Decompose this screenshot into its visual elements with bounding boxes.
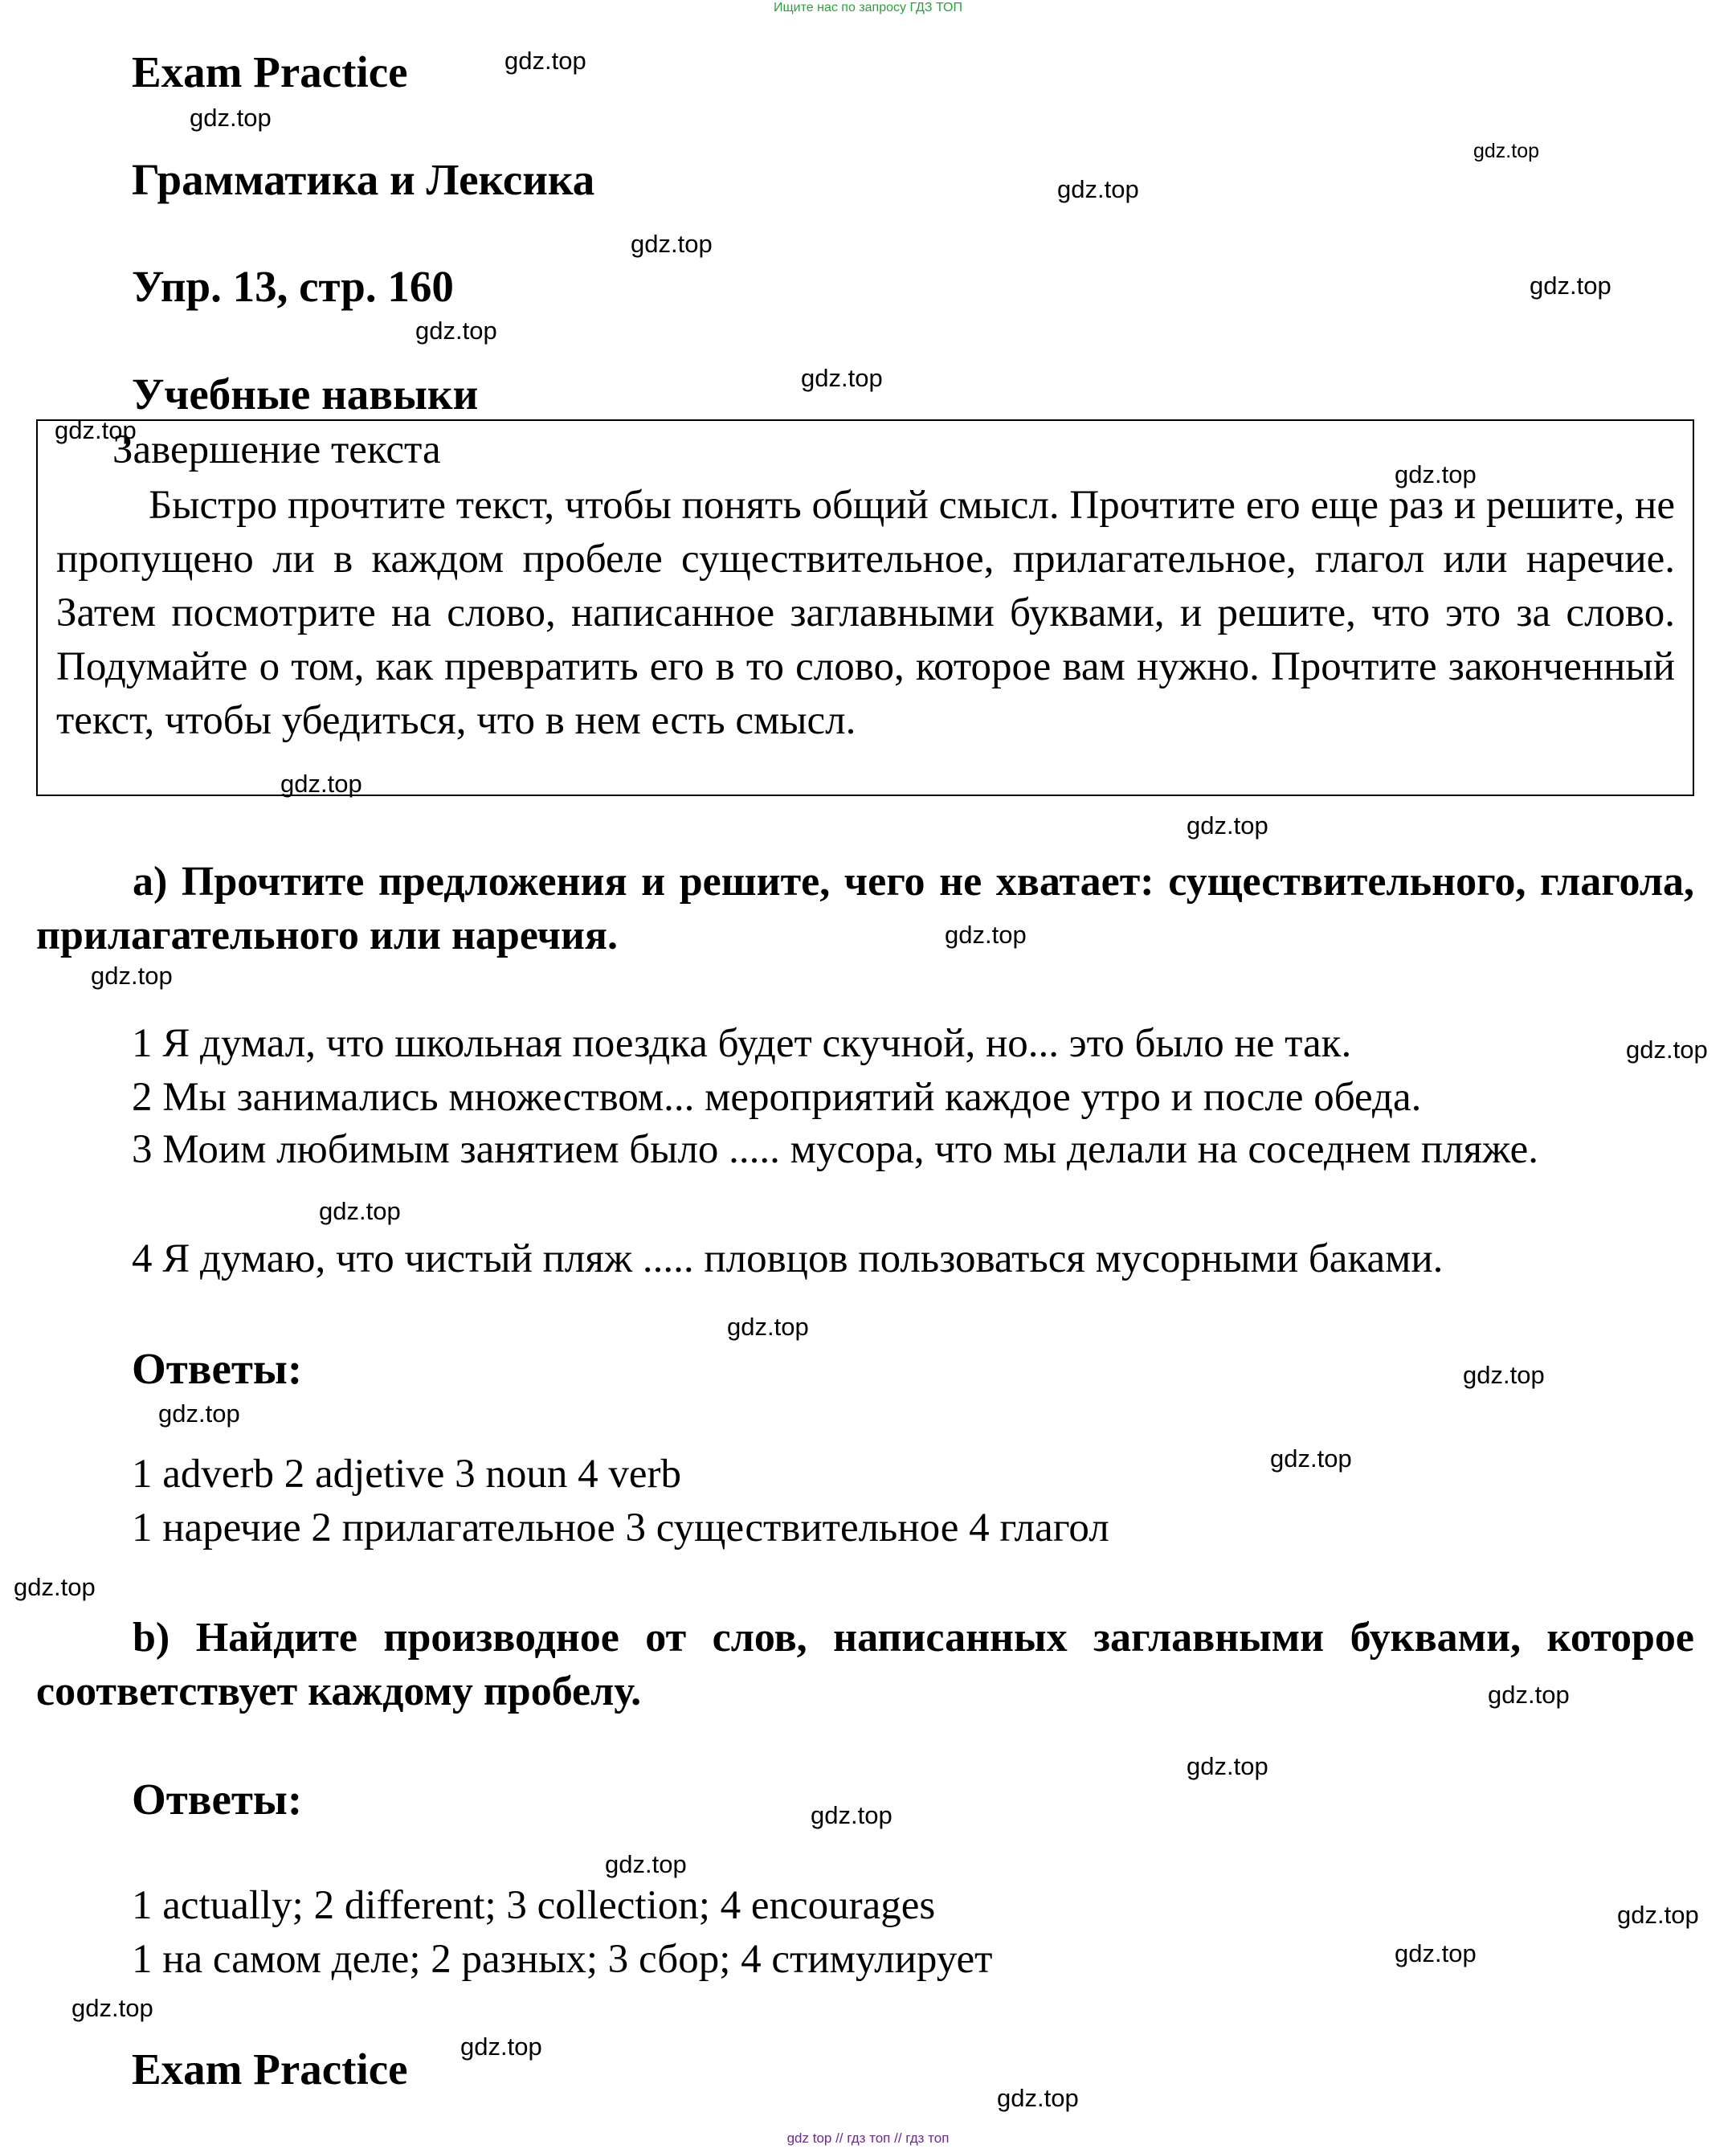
watermark: gdz.top <box>1463 1361 1545 1389</box>
watermark: gdz.top <box>605 1850 687 1878</box>
answers-heading-a: Ответы: <box>132 1344 303 1393</box>
task-a-sentence: 3 Моим любимым занятием было ..... мусора, что мы делали на соседнем пляже. <box>132 1127 1539 1172</box>
task-a-sentence: 2 Мы занимались множеством... мероприятий каждое утро и после обеда. <box>132 1075 1422 1120</box>
watermark: gdz.top <box>91 962 173 990</box>
watermark: gdz.top <box>190 104 272 132</box>
watermark: gdz.top <box>1057 175 1139 203</box>
skills-heading: Учебные навыки <box>132 370 479 419</box>
task-a-sentence: 4 Я думаю, что чистый пляж ..... пловцов пользоваться мусорными баками. <box>132 1236 1444 1281</box>
bottom-banner: gdz top // гдз топ // гдз топ <box>786 2131 950 2146</box>
watermark: gdz.top <box>1626 1036 1708 1064</box>
watermark: gdz.top <box>801 364 883 392</box>
watermark: gdz.top <box>727 1313 809 1341</box>
page-title: Exam Practice <box>132 47 408 96</box>
watermark: gdz.top <box>1488 1681 1570 1709</box>
watermark: gdz.top <box>1530 272 1611 300</box>
answers-a-en: 1 adverb 2 adjetive 3 noun 4 verb <box>132 1452 682 1497</box>
skills-box-title: Завершение текста <box>112 427 441 472</box>
task-a-instruction: a) Прочтите предложения и решите, чего не хватает: существительного, глагола, прилагательного или наречия. <box>36 859 1694 958</box>
watermark: gdz.top <box>1473 140 1540 162</box>
answers-a-ru: 1 наречие 2 прилагательное 3 существительное 4 глагол <box>132 1505 1109 1550</box>
watermark: gdz.top <box>997 2084 1079 2112</box>
watermark: gdz.top <box>158 1399 240 1428</box>
footer-title: Exam Practice <box>132 2045 408 2094</box>
watermark: gdz.top <box>631 230 713 258</box>
watermark: gdz.top <box>1187 1752 1268 1780</box>
watermark: gdz.top <box>504 47 586 75</box>
watermark: gdz.top <box>1187 811 1268 840</box>
answers-heading-b: Ответы: <box>132 1775 303 1824</box>
skills-box-body: Быстро прочтите текст, чтобы понять общий смысл. Прочтите его еще раз и решите, не пропущено ли в каждом пробеле существительное, прилагательное, глагол или наречие. Затем посмотрите на слово, написанное заглавными буквами, и решите, что это за слово. Подумайте о том, как превратить его в то слово, которое вам нужно. Прочтите законченный текст, чтобы убедиться, что в нем есть смысл. <box>56 483 1675 743</box>
watermark: gdz.top <box>1395 460 1477 488</box>
watermark: gdz.top <box>14 1573 96 1601</box>
answers-b-en: 1 actually; 2 different; 3 collection; 4 encourages <box>132 1883 936 1928</box>
watermark: gdz.top <box>71 1994 153 2022</box>
watermark: gdz.top <box>811 1801 893 1829</box>
watermark: gdz.top <box>1270 1444 1352 1473</box>
top-banner: Ищите нас по запросу ГДЗ ТОП <box>774 1 962 14</box>
watermark: gdz.top <box>319 1197 401 1225</box>
watermark: gdz.top <box>945 921 1027 949</box>
section-title: Грамматика и Лексика <box>132 155 595 204</box>
watermark: gdz.top <box>55 416 137 444</box>
answers-b-ru: 1 на самом деле; 2 разных; 3 сбор; 4 стимулирует <box>132 1937 993 1982</box>
watermark: gdz.top <box>460 2032 542 2061</box>
task-b-instruction: b) Найдите производное от слов, написанных заглавными буквами, которое соответствует каждому пробелу. <box>36 1615 1694 1714</box>
watermark: gdz.top <box>1395 1939 1477 1967</box>
watermark: gdz.top <box>415 317 497 345</box>
watermark: gdz.top <box>1617 1901 1699 1929</box>
watermark: gdz.top <box>280 770 362 798</box>
exercise-title: Упр. 13, стр. 160 <box>132 262 454 311</box>
task-a-sentence: 1 Я думал, что школьная поездка будет скучной, но... это было не так. <box>132 1021 1352 1066</box>
